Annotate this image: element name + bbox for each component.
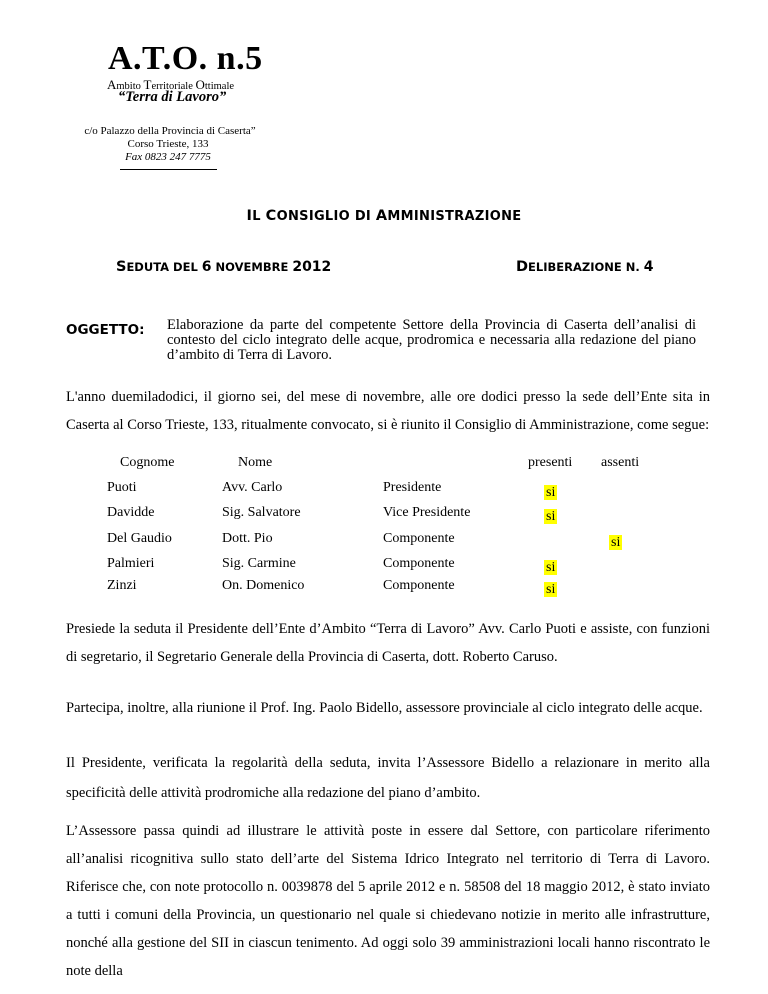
organization-motto: “Terra di Lavoro” (118, 89, 227, 105)
organization-subtitle: Ambito Territoriale Ottimale (107, 77, 235, 92)
address-line-2: Corso Trieste, 133 (127, 138, 209, 150)
row-role: Componente (383, 578, 455, 593)
row-present: si (546, 582, 556, 597)
intro-paragraph: L'anno duemiladodici, il giorno sei, del mese di novembre, alle ore dodici presso la sede dell’Ente sita in Caserta al Corso Trieste, 133, ritualmente convocato, si è riunito il Consiglio di Amministrazione, come segue: (66, 389, 710, 433)
row-name: On. Domenico (222, 578, 305, 593)
row-surname: Zinzi (107, 578, 137, 593)
column-header-name: Nome (238, 455, 273, 470)
report-paragraph: L’Assessore passa quindi ad illustrare le attività poste in essere dal Settore, con particolare riferimento all’analisi ricognitiva sullo stato dell’arte del Sistema Idrico Integrato nel territorio di Terra di Lavoro. Riferisce che, con note protocollo n. 0039878 del 5 aprile 2012 e n. 58508 del 18 maggio 2012, è stato inviato a tutti i comuni della Provincia, un questionario nel quale si chiedevano notizie in merito alle infrastrutture, nonché alla gestione del SII in ciascun tenimento. Ad oggi solo 39 amministrazioni locali hanno riscontrato le note della (66, 823, 710, 979)
deliberation-number: DELIBERAZIONE N. 4 (516, 259, 654, 275)
verification-paragraph: Il Presidente, verificata la regolarità della seduta, invita l’Assessore Bidello a relazionare in merito alla specificità delle attività prodromiche alla redazione del piano d’ambito. (66, 755, 710, 801)
address-line-1: c/o Palazzo della Provincia di Caserta” (84, 125, 256, 137)
column-header-absent: assenti (601, 455, 640, 470)
presidency-paragraph: Presiede la seduta il Presidente dell’Ente d’Ambito “Terra di Lavoro” Avv. Carlo Puoti e assiste, con funzioni di segretario, il Segretario Generale della Provincia di Caserta, dott. Roberto Caruso. (66, 621, 710, 665)
row-name: Sig. Carmine (222, 556, 296, 571)
row-present: si (546, 485, 556, 500)
row-role: Componente (383, 531, 455, 546)
organization-title: A.T.O. n.5 (108, 40, 263, 77)
page-heading: IL CONSIGLIO DI AMMINISTRAZIONE (246, 208, 522, 224)
row-surname: Puoti (107, 480, 137, 495)
session-date: SEDUTA DEL 6 NOVEMBRE 2012 (116, 259, 332, 275)
row-present: si (546, 560, 556, 575)
row-surname: Palmieri (107, 556, 155, 571)
fax-number: Fax 0823 247 7775 (125, 151, 211, 163)
row-present: si (546, 509, 556, 524)
column-header-present: presenti (528, 455, 573, 470)
row-name: Sig. Salvatore (222, 505, 301, 520)
row-role: Componente (383, 556, 455, 571)
column-header-surname: Cognome (120, 455, 175, 470)
subject-label: OGGETTO: (66, 322, 145, 338)
participation-paragraph: Partecipa, inoltre, alla riunione il Prof. Ing. Paolo Bidello, assessore provinciale al ciclo integrato delle acque. (66, 700, 703, 716)
row-name: Dott. Pio (222, 531, 273, 546)
row-absent: si (611, 535, 621, 550)
row-name: Avv. Carlo (222, 480, 283, 495)
row-surname: Del Gaudio (107, 531, 172, 546)
row-surname: Davidde (107, 505, 155, 520)
row-role: Presidente (383, 480, 442, 495)
subject-text: Elaborazione da parte del competente Settore della Provincia di Caserta dell’analisi di contesto del ciclo integrato delle acque, prodromica e necessaria alla redazione del piano d’ambito di Terra di Lavoro. (167, 317, 696, 363)
letterhead-divider (120, 169, 217, 170)
row-role: Vice Presidente (383, 505, 471, 520)
